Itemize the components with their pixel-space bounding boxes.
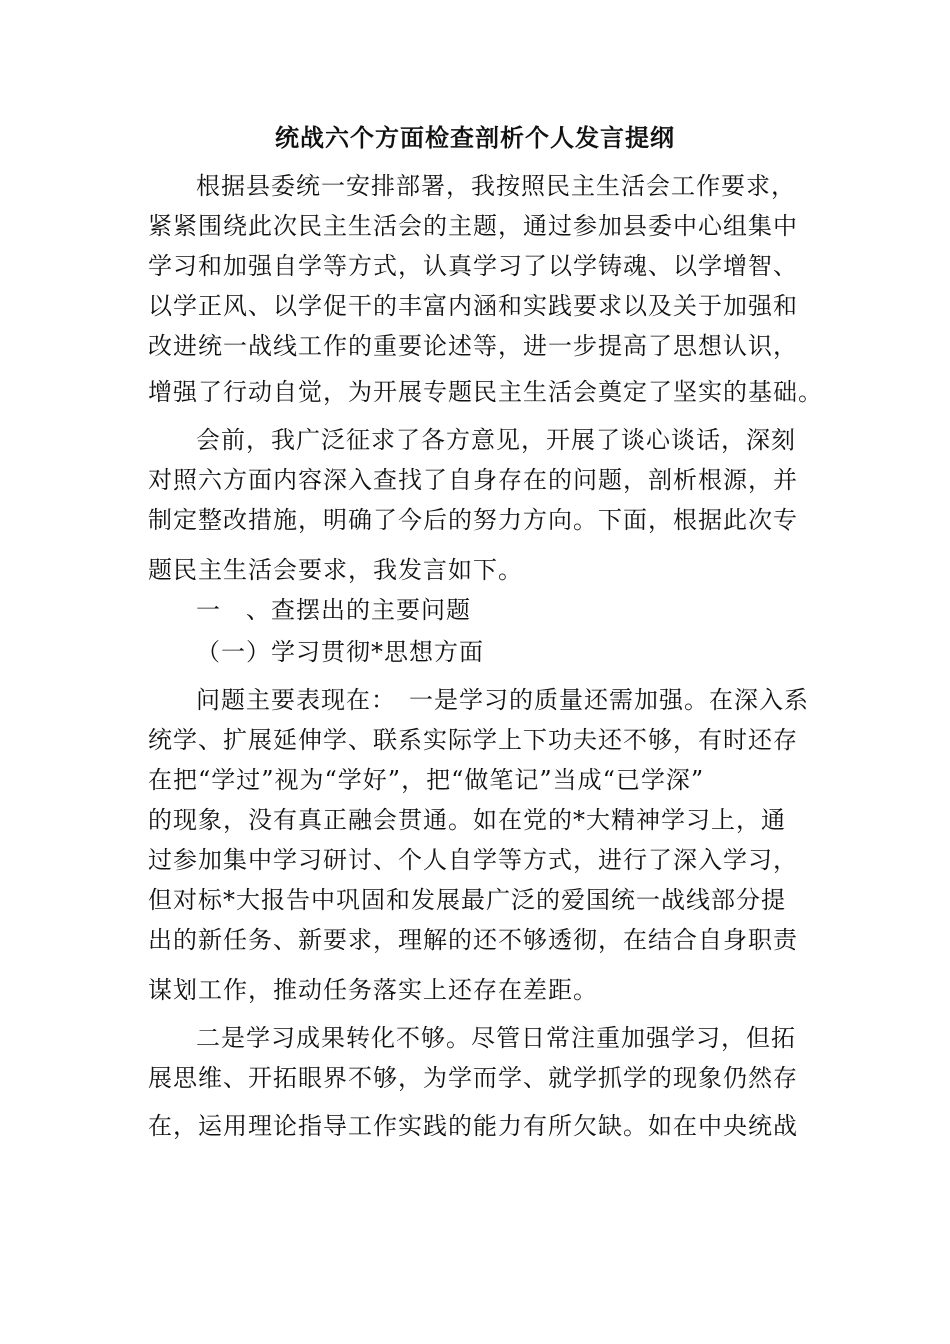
document-title: 统战六个方面检查剖析个人发言提纲 [275, 123, 675, 152]
paragraph-line: 对照六方面内容深入查找了自身存在的问题，剖析根源，并 [148, 466, 798, 494]
paragraph-line: 制定整改措施，明确了今后的努力方向。下面，根据此次专 [148, 506, 798, 534]
paragraph-line: 增强了行动自觉，为开展专题民主生活会奠定了坚实的基础。 [148, 378, 823, 406]
paragraph-line: 展思维、开拓眼界不够，为学而学、就学抓学的现象仍然存 [148, 1064, 798, 1092]
paragraph-line: 题民主生活会要求，我发言如下。 [148, 556, 523, 584]
paragraph-line: 学习和加强自学等方式，认真学习了以学铸魂、以学增智、 [148, 252, 798, 280]
paragraph-line: 会前，我广泛征求了各方意见，开展了谈心谈话，深刻 [196, 426, 796, 454]
paragraph-line: 二是学习成果转化不够。尽管日常注重加强学习，但拓 [196, 1024, 796, 1052]
paragraph-line: 统学、扩展延伸学、联系实际学上下功夫还不够，有时还存 [148, 726, 798, 754]
paragraph-line: 在把“学过”视为“学好”，把“做笔记”当成“已学深” [148, 766, 705, 794]
paragraph-line: 出的新任务、新要求，理解的还不够透彻，在结合自身职责 [148, 926, 798, 954]
subsection-heading: （一）学习贯彻*思想方面 [196, 638, 484, 666]
paragraph-line: 在，运用理论指导工作实践的能力有所欠缺。如在中央统战 [148, 1112, 798, 1140]
paragraph-line: 但对标*大报告中巩固和发展最广泛的爱国统一战线部分提 [148, 886, 786, 914]
paragraph-line: 以学正风、以学促干的丰富内涵和实践要求以及关于加强和 [148, 292, 798, 320]
paragraph-line: 的现象，没有真正融会贯通。如在党的*大精神学习上，通 [148, 806, 786, 834]
paragraph-line: 过参加集中学习研讨、个人自学等方式，进行了深入学习， [148, 846, 798, 874]
paragraph-line: 根据县委统一安排部署，我按照民主生活会工作要求， [196, 172, 796, 200]
section-heading: 一 、查摆出的主要问题 [196, 596, 471, 624]
paragraph-line: 问题主要表现在： 一是学习的质量还需加强。在深入系 [196, 686, 809, 714]
paragraph-line: 改进统一战线工作的重要论述等，进一步提高了思想认识， [148, 332, 798, 360]
paragraph-line: 紧紧围绕此次民主生活会的主题，通过参加县委中心组集中 [148, 212, 798, 240]
paragraph-line: 谋划工作，推动任务落实上还存在差距。 [148, 976, 598, 1004]
